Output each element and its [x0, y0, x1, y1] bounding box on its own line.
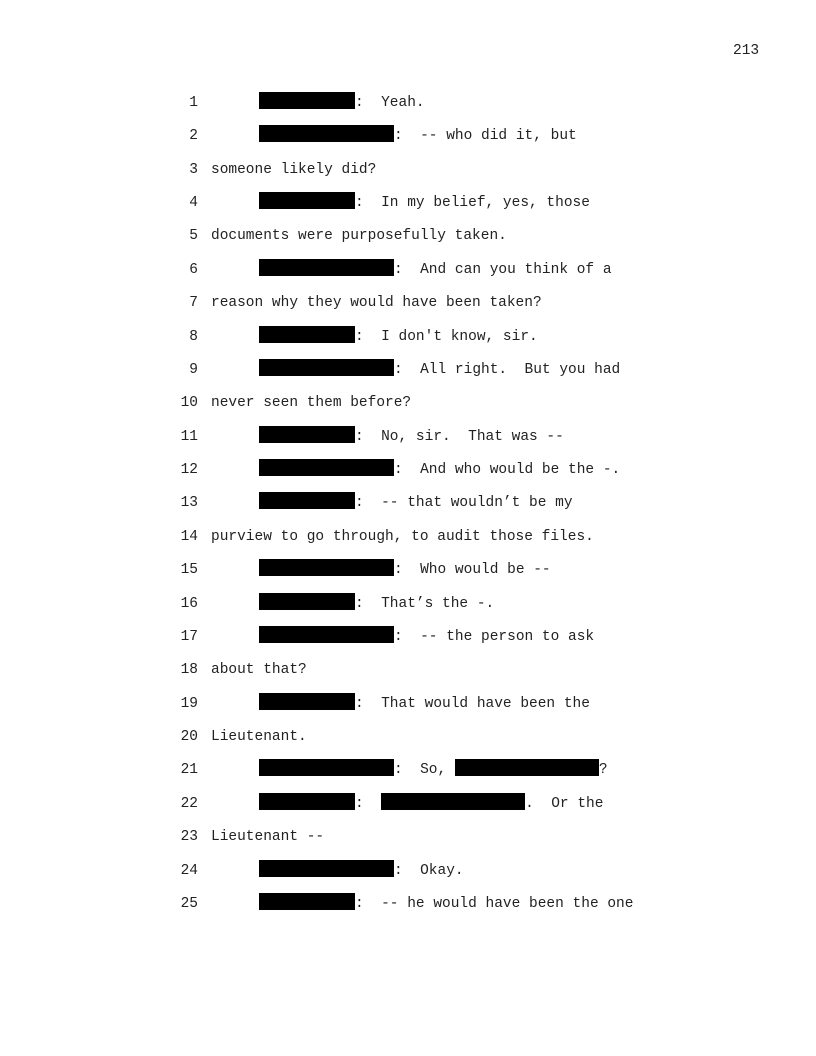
line-content	[259, 693, 590, 715]
speaker-redaction	[259, 326, 355, 343]
line-text: about that?	[211, 662, 307, 678]
line-content	[211, 392, 411, 414]
speaker-redaction	[259, 259, 394, 276]
speaker-redaction	[259, 92, 355, 109]
line-text: : -- who did it, but	[394, 128, 577, 144]
line-text-after: . Or the	[525, 796, 604, 812]
line-number: 22	[180, 796, 198, 812]
line-number: 25	[180, 896, 198, 912]
line-content	[259, 793, 603, 815]
speaker-redaction	[259, 893, 355, 910]
line-text: Lieutenant --	[211, 829, 325, 845]
inline-redaction	[455, 759, 599, 776]
line-number: 19	[180, 696, 198, 712]
line-number: 2	[189, 128, 198, 144]
line-content	[211, 292, 542, 314]
speaker-redaction	[259, 192, 355, 209]
line-text: : And who would be the -.	[394, 462, 621, 478]
line-number: 10	[180, 395, 198, 411]
line-number: 12	[180, 462, 198, 478]
line-number: 15	[180, 562, 198, 578]
line-text: : -- he would have been the one	[355, 896, 634, 912]
line-number: 5	[189, 228, 198, 244]
line-content	[211, 826, 324, 848]
page-number: 213	[733, 43, 760, 59]
speaker-redaction	[259, 125, 394, 142]
speaker-redaction	[259, 759, 394, 776]
line-text-after: ?	[598, 762, 608, 778]
line-number: 17	[180, 629, 198, 645]
line-number: 9	[189, 362, 198, 378]
line-content	[259, 426, 564, 448]
line-content	[259, 192, 590, 214]
line-content	[259, 92, 425, 114]
line-content	[259, 626, 594, 648]
line-text: : That’s the -.	[355, 596, 495, 612]
line-number: 11	[180, 429, 198, 445]
line-content	[259, 492, 573, 514]
speaker-redaction	[259, 593, 355, 610]
line-text: :	[355, 796, 382, 812]
line-text: never seen them before?	[211, 395, 412, 411]
line-text: : -- that wouldn’t be my	[355, 495, 573, 511]
line-content	[259, 326, 538, 348]
line-content	[259, 259, 612, 281]
line-content	[259, 759, 608, 781]
line-content	[259, 359, 620, 381]
line-number: 20	[180, 729, 198, 745]
line-text: reason why they would have been taken?	[211, 295, 542, 311]
line-content	[211, 526, 594, 548]
line-text: : Okay.	[394, 863, 464, 879]
line-content	[259, 459, 620, 481]
line-number: 13	[180, 495, 198, 511]
speaker-redaction	[259, 359, 394, 376]
line-text: : Yeah.	[355, 95, 425, 111]
speaker-redaction	[259, 559, 394, 576]
speaker-redaction	[259, 459, 394, 476]
line-number: 16	[180, 596, 198, 612]
line-text: : So,	[394, 762, 455, 778]
line-number: 7	[189, 295, 198, 311]
line-content	[259, 893, 633, 915]
line-content	[211, 726, 307, 748]
line-text: : All right. But you had	[394, 362, 621, 378]
line-number: 21	[180, 762, 198, 778]
line-content	[211, 659, 307, 681]
line-text: : And can you think of a	[394, 262, 612, 278]
line-content	[259, 593, 494, 615]
line-content	[211, 225, 507, 247]
line-text: : That would have been the	[355, 696, 590, 712]
line-number: 3	[189, 162, 198, 178]
line-content	[211, 159, 376, 181]
speaker-redaction	[259, 626, 394, 643]
line-text: Lieutenant.	[211, 729, 307, 745]
line-text: : Who would be --	[394, 562, 551, 578]
line-number: 8	[189, 329, 198, 345]
speaker-redaction	[259, 426, 355, 443]
line-text: : No, sir. That was --	[355, 429, 564, 445]
speaker-redaction	[259, 693, 355, 710]
line-number: 24	[180, 863, 198, 879]
line-number: 4	[189, 195, 198, 211]
line-number: 6	[189, 262, 198, 278]
line-text: : In my belief, yes, those	[355, 195, 590, 211]
line-text: documents were purposefully taken.	[211, 228, 507, 244]
speaker-redaction	[259, 793, 355, 810]
line-number: 1	[189, 95, 198, 111]
line-number: 23	[180, 829, 198, 845]
line-text: someone likely did?	[211, 162, 377, 178]
line-content	[259, 125, 577, 147]
line-text: : -- the person to ask	[394, 629, 595, 645]
line-number: 14	[180, 529, 198, 545]
line-number: 18	[180, 662, 198, 678]
inline-redaction	[381, 793, 525, 810]
speaker-redaction	[259, 492, 355, 509]
line-content	[259, 559, 551, 581]
speaker-redaction	[259, 860, 394, 877]
line-content	[259, 860, 464, 882]
line-text: : I don't know, sir.	[355, 329, 538, 345]
line-text: purview to go through, to audit those files.	[211, 529, 594, 545]
